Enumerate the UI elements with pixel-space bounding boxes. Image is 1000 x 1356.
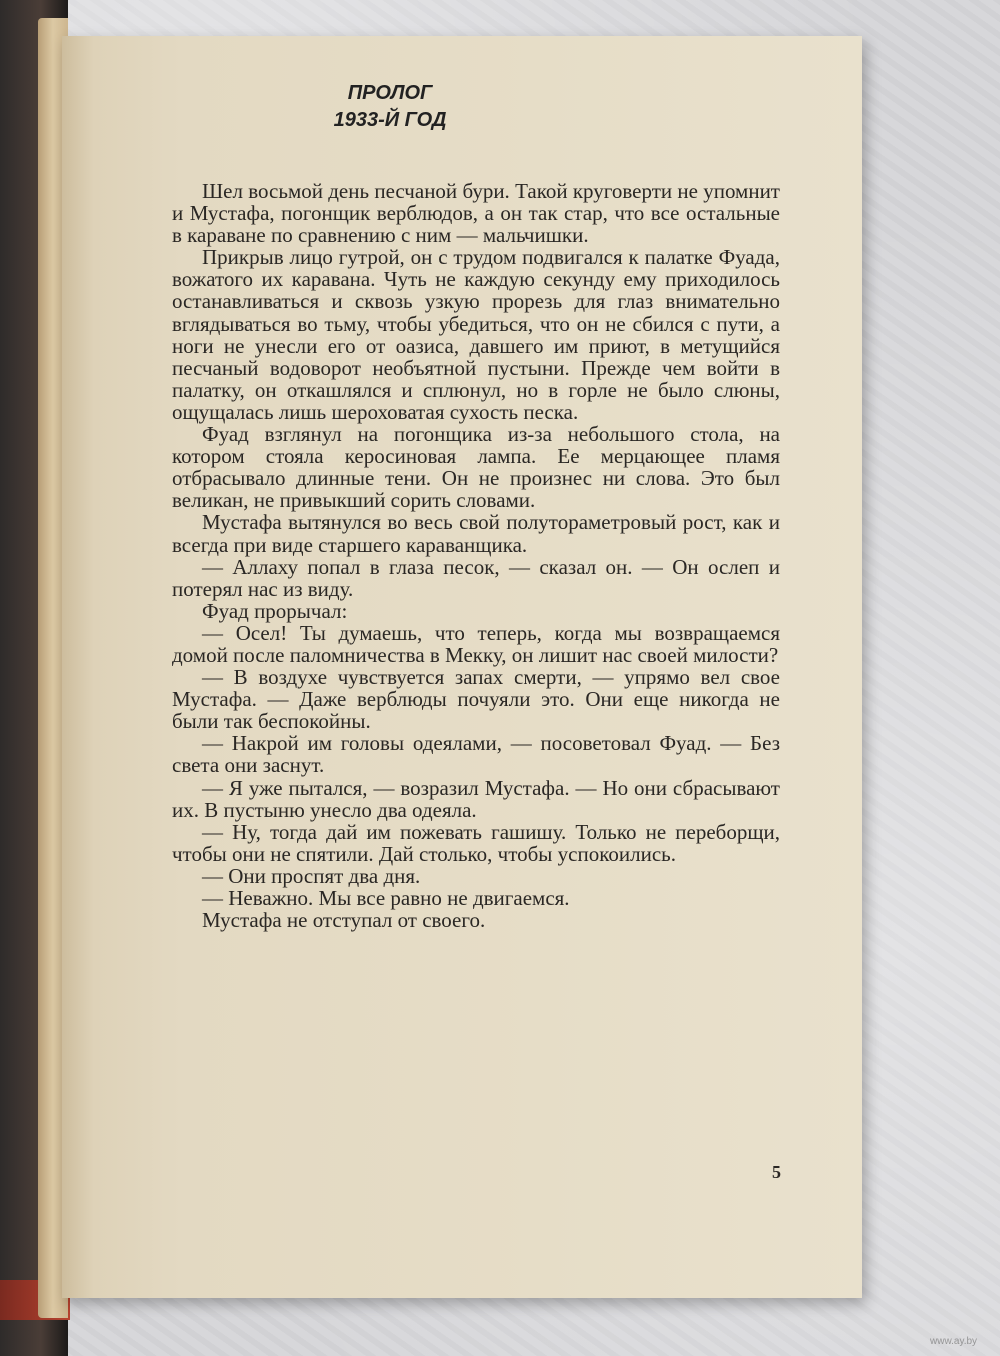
page-number: 5 xyxy=(772,1162,781,1182)
paragraph: — Аллаху попал в глаза песок, — сказал он. — Он ослеп и потерял нас из виду. xyxy=(172,554,780,601)
paragraph: Мустафа не отступал от своего. xyxy=(202,908,486,933)
paragraph: — Ну, тогда дай им пожевать гашишу. Только не переборщи, чтобы они не спятили. Дай столько, чтобы успокоились. xyxy=(172,819,780,866)
paragraph: Шел восьмой день песчаной бури. Такой круговерти не упомнит и Мустафа, погонщик верблюдов, а он так стар, что все остальные в караване по сравнению с ним — мальчишки. xyxy=(172,179,780,248)
body-text xyxy=(172,180,780,931)
paragraph: — Осел! Ты думаешь, что теперь, когда мы возвращаемся домой после паломничества в Мекку, он лишит нас своей милости? xyxy=(172,620,780,667)
watermark: www.ay.by xyxy=(930,1336,978,1347)
paragraph: Фуад прорычал: xyxy=(202,598,348,623)
paragraph: — В воздухе чувствуется запах смерти, — упрямо вел свое Мустафа. — Даже верблюды почуяли это. Они еще никогда не были так беспокойны. xyxy=(172,665,780,734)
paragraph: — Неважно. Мы все равно не двигаемся. xyxy=(202,886,570,910)
chapter-title-line-1: ПРОЛОГ xyxy=(347,82,433,104)
paragraph: — Накрой им головы одеялами, — посоветовал Фуад. — Без света они заснут. xyxy=(172,731,780,778)
paragraph: — Они проспят два дня. xyxy=(202,863,421,888)
paragraph: Мустафа вытянулся во весь свой полутораметровый рост, как и всегда при виде старшего караванщика. xyxy=(172,510,780,557)
paragraph: — Я уже пытался, — возразил Мустафа. — Но они сбрасывают их. В пустыню унесло два одеяла. xyxy=(172,775,780,822)
chapter-title xyxy=(260,80,520,134)
paragraph: Прикрыв лицо гутрой, он с трудом подвигался к палатке Фуада, вожатого их каравана. Чуть не каждую секунду ему приходилось останавливаться и сквозь узкую прорезь для глаз внимательно вглядываться во тьму, чтобы убедиться, что он не сбился с пути, а ноги не унесли его от оазиса, давшего им приют, в метущийся песчаный водоворот необъятной пустыни. Прежде чем войти в палатку, он откашлялся и сплюнул, но в горле не было слюны, ощущалась лишь шероховатая сухость песка. xyxy=(172,245,780,424)
paragraph: Фуад взглянул на погонщика из-за небольшого стола, на котором стояла керосиновая лампа. Ее мерцающее пламя отбрасывало длинные тени. Он не произнес ни слова. Это был великан, не привыкший сорить словами. xyxy=(172,422,780,513)
chapter-title-line-2: 1933-Й ГОД xyxy=(333,109,447,131)
